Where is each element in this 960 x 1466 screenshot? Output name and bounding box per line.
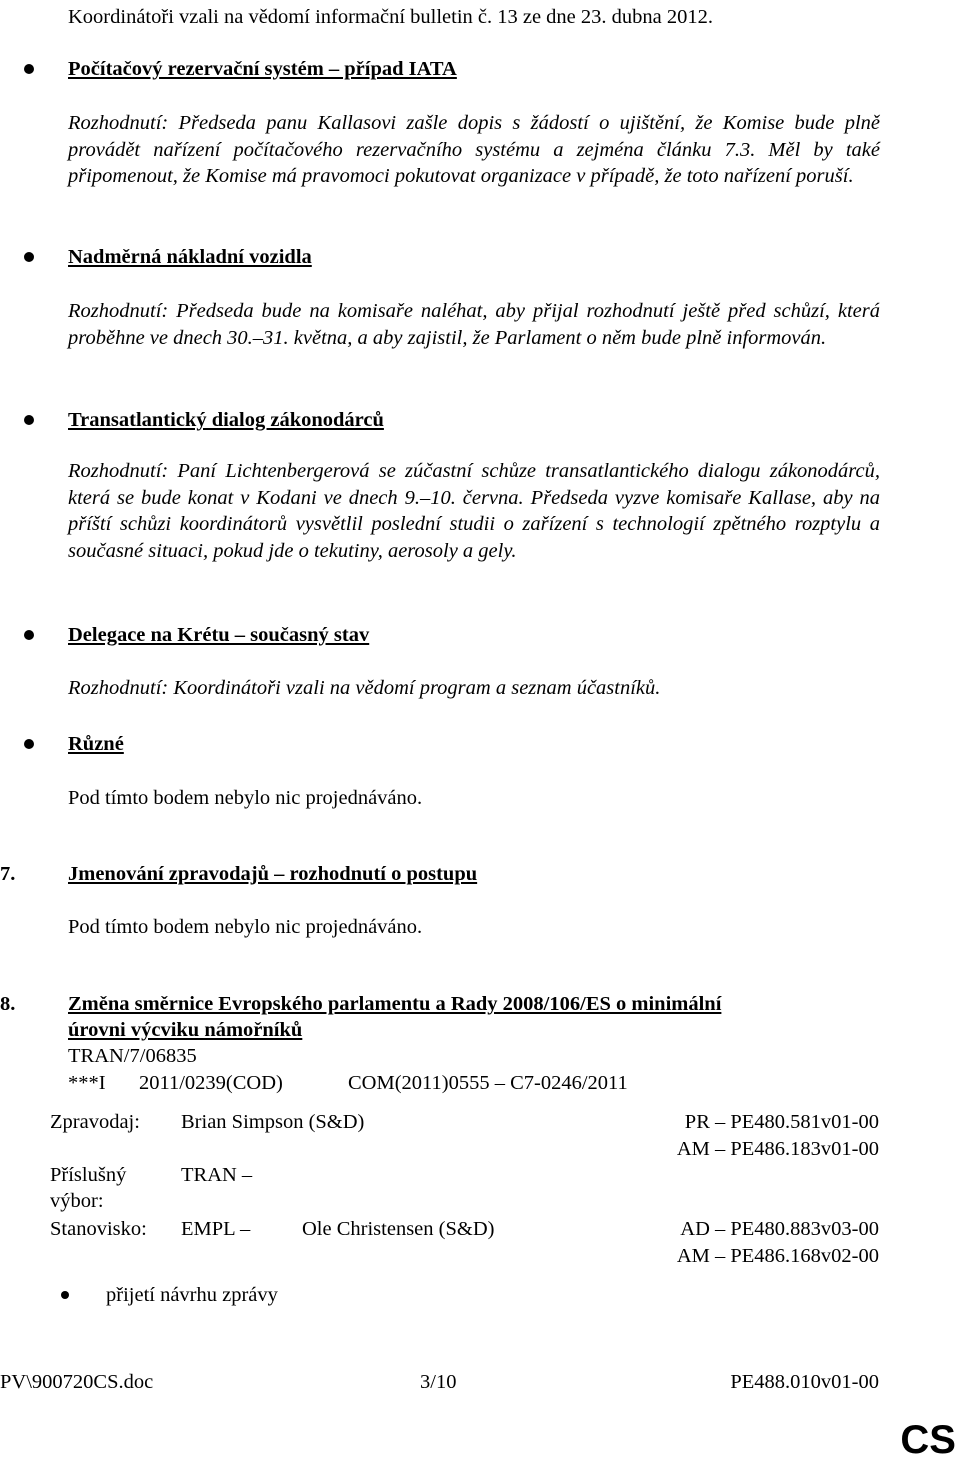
pr-reference: PR – PE480.581v01-00 (684, 1111, 879, 1133)
item-heading: Transatlantický dialog zákonodárců (68, 409, 384, 431)
bullet-icon (24, 630, 34, 640)
com-reference: COM(2011)0555 – C7-0246/2011 (348, 1072, 628, 1094)
bullet-icon (24, 252, 34, 262)
footer-ref: PE488.010v01-00 (730, 1371, 879, 1393)
language-mark: CS (900, 1418, 956, 1462)
footer-doc: PV\900720CS.doc (0, 1371, 154, 1393)
section-title-cont: úrovni výcviku námořníků (68, 1019, 303, 1041)
intro-text: Koordinátoři vzali na vědomí informační bulletin č. 13 ze dne 23. dubna 2012. (68, 6, 714, 28)
item-decision: Rozhodnutí: Předseda bude na komisaře naléhat, aby přijal rozhodnutí ještě před schůzí, která proběhne ve dnech 30.–31. května, a aby zajistil, že Parlament o něm bude plně informován. (68, 300, 880, 349)
rapporteur-label: Zpravodaj: (50, 1111, 140, 1133)
procedure-number: 2011/0239(COD) (139, 1072, 283, 1094)
ad-reference: AD – PE480.883v03-00 (680, 1218, 879, 1240)
am-reference: AM – PE486.183v01-00 (676, 1138, 879, 1160)
opinion-label: Stanovisko: (50, 1218, 147, 1240)
action-item: přijetí návrhu zprávy (106, 1284, 278, 1306)
footer-page: 3/10 (420, 1371, 457, 1393)
committee-value: TRAN – (181, 1164, 253, 1186)
item-decision: Rozhodnutí: Koordinátoři vzali na vědomí program a seznam účastníků. (68, 677, 661, 699)
committee-label: Příslušný (50, 1164, 127, 1186)
section-text: Pod tímto bodem nebylo nic projednáváno. (68, 916, 423, 938)
item-decision: Rozhodnutí: Paní Lichtenbergerová se zúčastní schůze transatlantického dialogu zákonodárců, která se bude konat v Kodani ve dnech 9.–10. června. Předseda vyzve komisaře Kallase, aby na příští schůzi koordinátorů vysvětlil poslední studii o zařízení s technologií zpětného rozptylu a současné situaci, pokud jde o tekutiny, aerosoly a gely. (68, 460, 880, 562)
item-heading: Nadměrná nákladní vozidla (68, 246, 312, 268)
section-number: 7. (0, 863, 16, 885)
section-title: Jmenování zpravodajů – rozhodnutí o postupu (68, 863, 478, 885)
opinion-rapporteur: Ole Christensen (S&D) (302, 1218, 495, 1240)
item-text: Pod tímto bodem nebylo nic projednáváno. (68, 787, 423, 809)
bullet-icon (24, 739, 34, 749)
procedure-type: ***I (68, 1072, 106, 1094)
item-heading: Různé (68, 733, 124, 755)
section-title: Změna směrnice Evropského parlamentu a Rady 2008/106/ES o minimální (68, 993, 722, 1015)
rapporteur-name: Brian Simpson (S&D) (181, 1111, 365, 1133)
section-number: 8. (0, 993, 16, 1015)
bullet-icon (24, 415, 34, 425)
bullet-icon (24, 64, 34, 74)
item-heading: Počítačový rezervační systém – případ IATA (68, 58, 457, 80)
procedure-ref: TRAN/7/06835 (68, 1045, 197, 1067)
item-heading: Delegace na Krétu – současný stav (68, 624, 370, 646)
item-decision: Rozhodnutí: Předseda panu Kallasovi zašle dopis s žádostí o ujištění, že Komise bude plně provádět nařízení počítačového rezervačního systému a zejména článku 7.3. Měl by také připomenout, že Komise má pravomoci pokutovat organizace v případě, že toto nařízení poruší. (68, 112, 880, 187)
bullet-icon (61, 1291, 69, 1299)
am-reference-2: AM – PE486.168v02-00 (676, 1245, 879, 1267)
committee-label-cont: výbor: (50, 1190, 104, 1212)
opinion-committee: EMPL – (181, 1218, 251, 1240)
